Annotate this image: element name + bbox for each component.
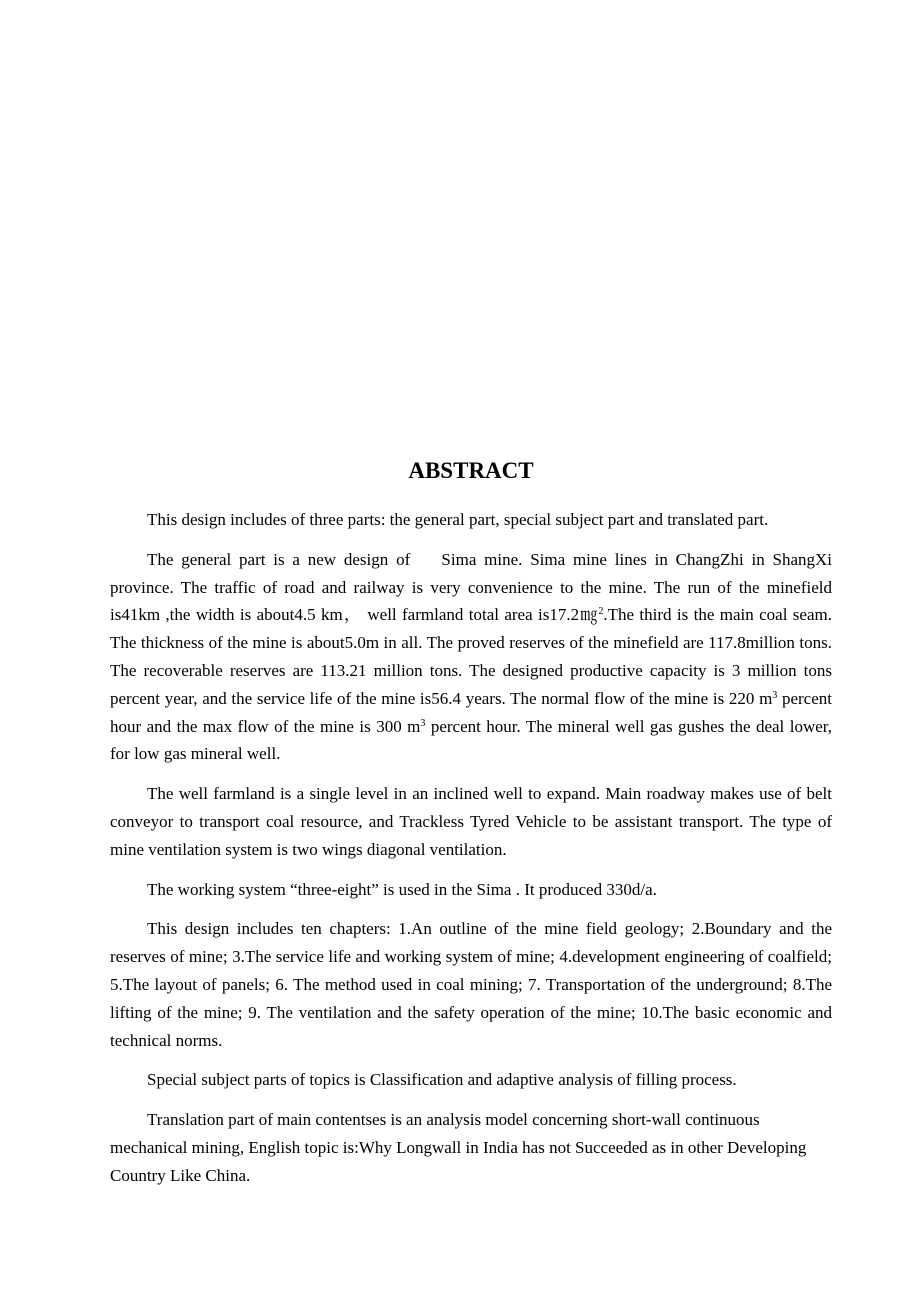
paragraph-general-text-d: percent hour. The mineral well gas gushes the deal lower, for low gas mineral well. <box>110 716 832 764</box>
paragraph-translation: Translation part of main contentses is an analysis model concerning short-wall continuous mechanical mining, English topic is:Why Longwall in India has not Succeeded as in other Developing Country Like China. <box>110 1110 807 1185</box>
abstract-title: ABSTRACT <box>408 458 534 483</box>
paragraph-transport: The well farmland is a single level in an inclined well to expand. Main roadway makes use of belt conveyor to transport coal resource, and Trackless Tyred Vehicle to be assistant transport. The type of mine ventilation system is two wings diagonal ventilation. <box>110 784 832 859</box>
paragraph-overview: This design includes of three parts: the general part, special subject part and translated part. <box>147 510 769 529</box>
superscript-area-unit: 2 <box>598 606 604 618</box>
paragraph-general-text-c: percent hour and the max flow of the mine is 300 m <box>110 688 832 736</box>
paragraph-special-subject: Special subject parts of topics is Classification and adaptive analysis of filling process. <box>147 1070 737 1090</box>
document-page <box>110 456 832 1202</box>
paragraph-general-text-b: .The third is the main coal seam. The thickness of the mine is about5.0m in all. The proved reserves of the minefield are 117.8million tons. The recoverable reserves are 113.21 million tons. The designed productive capacity is 3 million tons percent year, and the service life of the mine is56.4 years. The normal flow of the mine is 220 m <box>110 605 832 708</box>
paragraph-chapters: This design includes ten chapters: 1.An outline of the mine field geology; 2.Boundary and the reserves of mine; 3.The service life and working system of mine; 4.development engineering of coalfield; 5.The layout of panels; 6. The method used in coal mining; 7. Transportation of the underground; 8.The lifting of the mine; 9. The ventilation and the safety operation of the mine; 10.The basic economic and technical norms. <box>110 919 832 1050</box>
paragraph-general-text-a: The general part is a new design of Sima mine. Sima mine lines in ChangZhi in ShangXi province. The traffic of road and railway is very convenience to the mine. The run of the minefield is41km ,the width is about4.5 km， well farmland total area is17.2㎎ <box>110 549 832 625</box>
superscript-flow-unit-max: 3 <box>420 717 426 729</box>
paragraph-working-system: The working system “three-eight” is used in the Sima . It produced 330d/a. <box>147 879 657 899</box>
superscript-flow-unit-normal: 3 <box>772 689 778 701</box>
paragraph-general-part <box>110 546 832 768</box>
